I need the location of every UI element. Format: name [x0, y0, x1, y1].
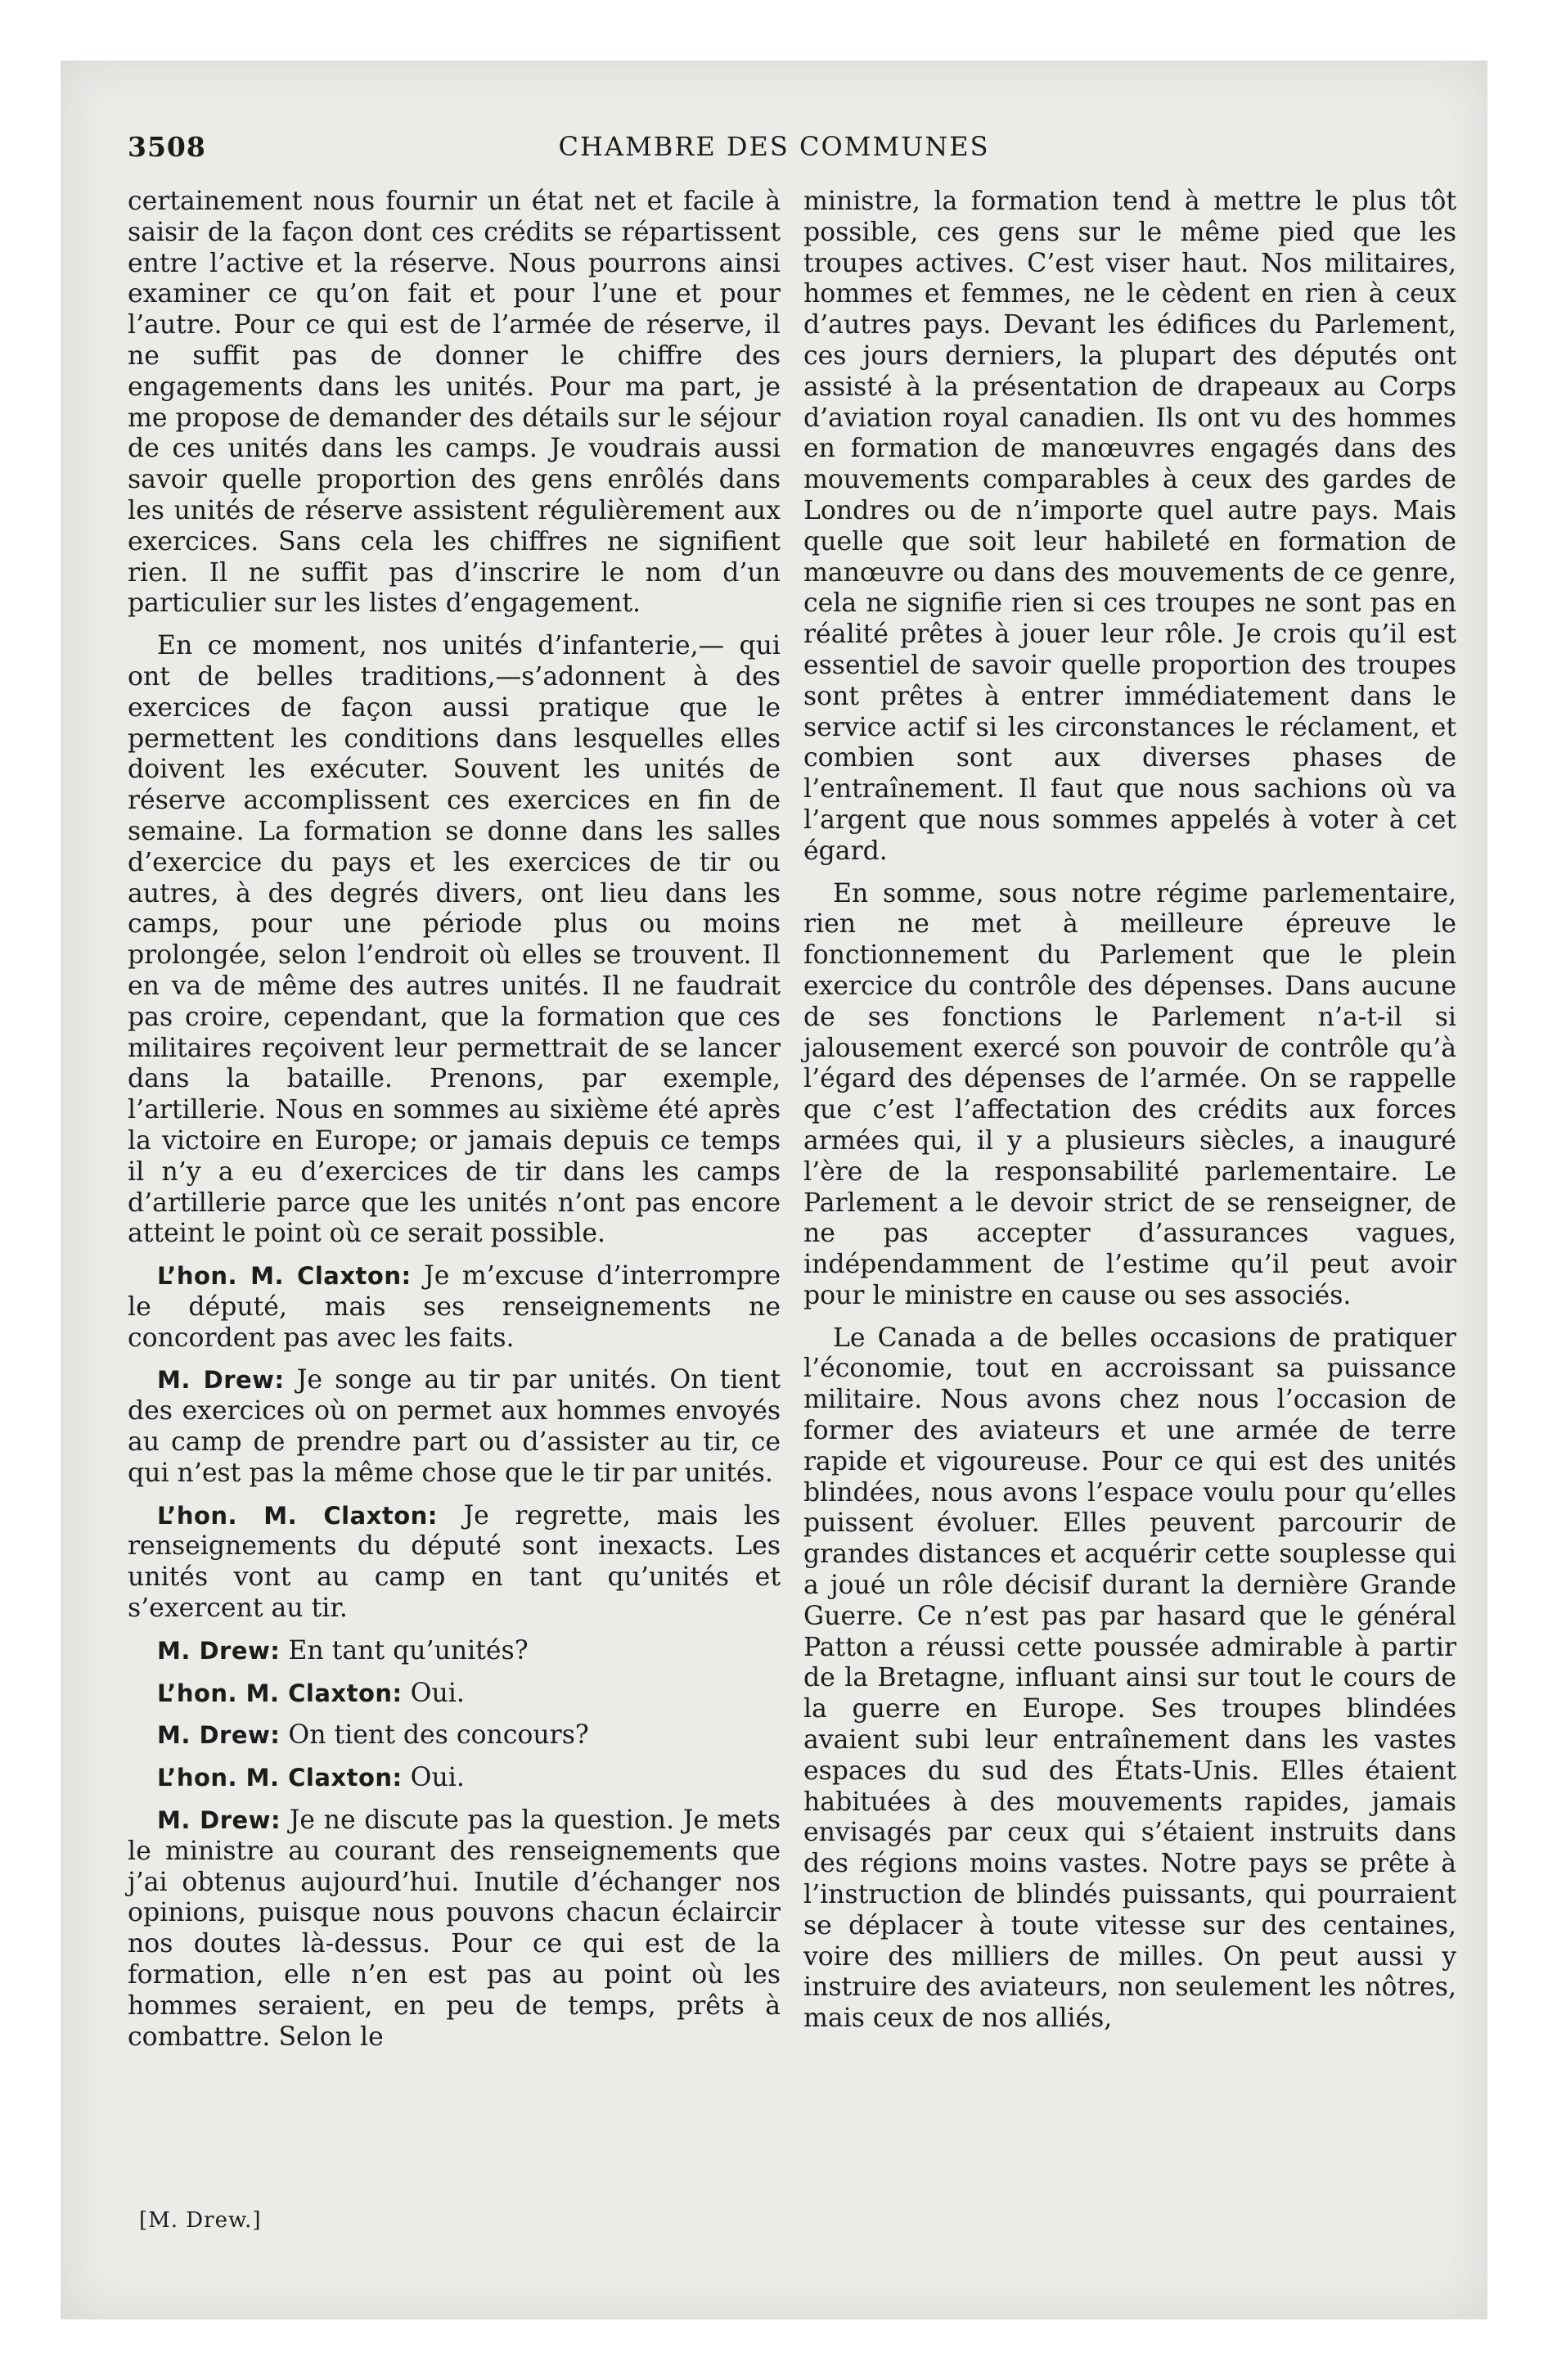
- running-title: CHAMBRE DES COMMUNES: [558, 131, 990, 162]
- speech-paragraph: [128, 1720, 781, 1751]
- left-column: [128, 187, 781, 2064]
- speech-text: Je songe au tir par unités. On tient des exercices où on permet aux hommes envoyés au camp de prendre part ou d’assister au tir, ce qui n’est pas la même chose que le tir par unités.: [128, 1365, 781, 1488]
- hansard-page: [61, 61, 1487, 2319]
- body-paragraph: En ce moment, nos unités d’infanterie,— qui ont de belles traditions,—s’adonnent à des exercices de façon aussi pratique que le permettent les conditions dans lesquelles elles doivent les exécuter. Souvent les unités de réserve accomplissent ces exercices en fin de semaine. La formation se donne dans les salles d’exercice du pays et les exercices de tir ou autres, à des degrés divers, ont lieu dans les camps, pour une période plus ou moins prolongée, selon l’endroit où elles se trouvent. Il en va de même des autres unités. Il ne faudrait pas croire, cependant, que la formation que ces militaires reçoivent leur permettrait de se lancer dans la bataille. Prenons, par exemple, l’artillerie. Nous en sommes au sixième été après la victoire en Europe; or jamais depuis ce temps il n’y a eu d’exercices de tir dans les camps d’artillerie parce que les unités n’ont pas encore atteint le point où ce serait possible.: [128, 631, 781, 1249]
- speech-paragraph: [128, 1679, 781, 1710]
- speech-text: Je regrette, mais les renseignements du député sont inexacts. Les unités vont au camp en tant qu’unités et s’exercent au tir.: [128, 1500, 781, 1624]
- page-number: 3508: [128, 131, 206, 163]
- speech-text: Oui.: [410, 1678, 465, 1708]
- speaker-name: M. Drew:: [157, 1806, 281, 1835]
- speech-text: Je ne discute pas la question. Je mets le ministre au courant des renseignements que j’ai obtenus aujourd’hui. Inutile d’échanger nos opinions, puisque nous pouvons chacun éclaircir nos doutes là-dessus. Pour ce qui est de la formation, elle n’en est pas au point où les hommes seraient, en peu de temps, prêts à combattre. Selon le: [128, 1805, 781, 2052]
- right-column: [803, 187, 1456, 2046]
- speech-paragraph: [128, 1501, 781, 1625]
- speech-paragraph: [128, 1805, 781, 2053]
- speech-paragraph: [128, 1763, 781, 1794]
- speech-paragraph: [128, 1636, 781, 1667]
- speaker-name: M. Drew:: [157, 1721, 281, 1750]
- speaker-footer-note: [M. Drew.]: [139, 2208, 262, 2233]
- speech-text: On tient des concours?: [288, 1720, 589, 1751]
- speaker-name: M. Drew:: [157, 1366, 285, 1395]
- body-paragraph: Le Canada a de belles occasions de pratiquer l’économie, tout en accroissant sa puissance militaire. Nous avons chez nous l’occasion de former des aviateurs et une armée de terre rapide et vigoureuse. Pour ce qui est des unités blindées, nous avons l’espace voulu pour qu’elles puissent évoluer. Elles peuvent parcourir de grandes distances et acquérir cette souplesse qui a joué un rôle décisif durant la dernière Grande Guerre. Ce n’est pas par hasard que le général Patton a réussi cette poussée admirable à partir de la Bretagne, influant ainsi sur tout le cours de la guerre en Europe. Ses troupes blindées avaient subi leur entraînement dans les vastes espaces du sud des États-Unis. Elles étaient habituées à des mouvements rapides, jamais envisagés par ceux qui s’étaient instruits dans des régions moins vastes. Notre pays se prête à l’instruction de blindés puissants, qui pourraient se déplacer à toute vitesse sur des centaines, voire des milliers de milles. On peut aussi y instruire des aviateurs, non seulement les nôtres, mais ceux de nos alliés,: [803, 1323, 1456, 2034]
- speech-paragraph: [128, 1261, 781, 1354]
- body-paragraph: En somme, sous notre régime parlementaire, rien ne met à meilleure épreuve le fonctionnement du Parlement que le plein exercice du contrôle des dépenses. Dans aucune de ses fonctions le Parlement n’a-t-il si jalousement exercé son pouvoir de contrôle qu’à l’égard des dépenses de l’armée. On se rappelle que c’est l’affectation des crédits aux forces armées qui, il y a plusieurs siècles, a inauguré l’ère de la responsabilité parlementaire. Le Parlement a le devoir strict de se renseigner, de ne pas accepter d’assurances vagues, indépendamment de l’estime qu’il peut avoir pour le ministre en cause ou ses associés.: [803, 878, 1456, 1310]
- speech-paragraph: [128, 1365, 781, 1489]
- speaker-name: M. Drew:: [157, 1636, 281, 1665]
- speech-text: Je m’excuse d’interrompre le député, mais ses renseignements ne concordent pas avec les faits.: [128, 1261, 781, 1353]
- speaker-name: L’hon. M. Claxton:: [157, 1679, 403, 1707]
- speaker-name: L’hon. M. Claxton:: [157, 1262, 412, 1291]
- body-paragraph: certainement nous fournir un état net et facile à saisir de la façon dont ces crédits se répartissent entre l’active et la réserve. Nous pourrons ainsi examiner ce qu’on fait et pour l’une et pour l’autre. Pour ce qui est de l’armée de réserve, il ne suffit pas de donner le chiffre des engagements dans les unités. Pour ma part, je me propose de demander des détails sur le séjour de ces unités dans les camps. Je voudrais aussi savoir quelle proportion des gens enrôlés dans les unités de réserve assistent régulièrement aux exercices. Sans cela les chiffres ne signifient rien. Il ne suffit pas d’inscrire le nom d’un particulier sur les listes d’engagement.: [128, 187, 781, 619]
- page-header: [61, 131, 1487, 170]
- speaker-name: L’hon. M. Claxton:: [157, 1501, 438, 1530]
- speech-text: Oui.: [410, 1763, 465, 1793]
- speaker-name: L’hon. M. Claxton:: [157, 1764, 403, 1792]
- body-paragraph: ministre, la formation tend à mettre le plus tôt possible, ces gens sur le même pied que les troupes actives. C’est viser haut. Nos militaires, hommes et femmes, ne le cèdent en rien à ceux d’autres pays. Devant les édifices du Parlement, ces jours derniers, la plupart des députés ont assisté à la présentation de drapeaux au Corps d’aviation royal canadien. Ils ont vu des hommes en formation de manœuvres engagés dans des mouvements comparables à ceux des gardes de Londres ou de n’importe quel autre pays. Mais quelle que soit leur habileté en formation de manœuvre ou dans des mouvements de ce genre, cela ne signifie rien si ces troupes ne sont pas en réalité prêtes à jouer leur rôle. Je crois qu’il est essentiel de savoir quelle proportion des troupes sont prêtes à entrer immédiatement dans le service actif si les circonstances le réclament, et combien sont aux diverses phases de l’entraînement. Il faut que nous sachions où va l’argent que nous sommes appelés à voter à cet égard.: [803, 187, 1456, 866]
- speech-text: En tant qu’unités?: [288, 1635, 529, 1666]
